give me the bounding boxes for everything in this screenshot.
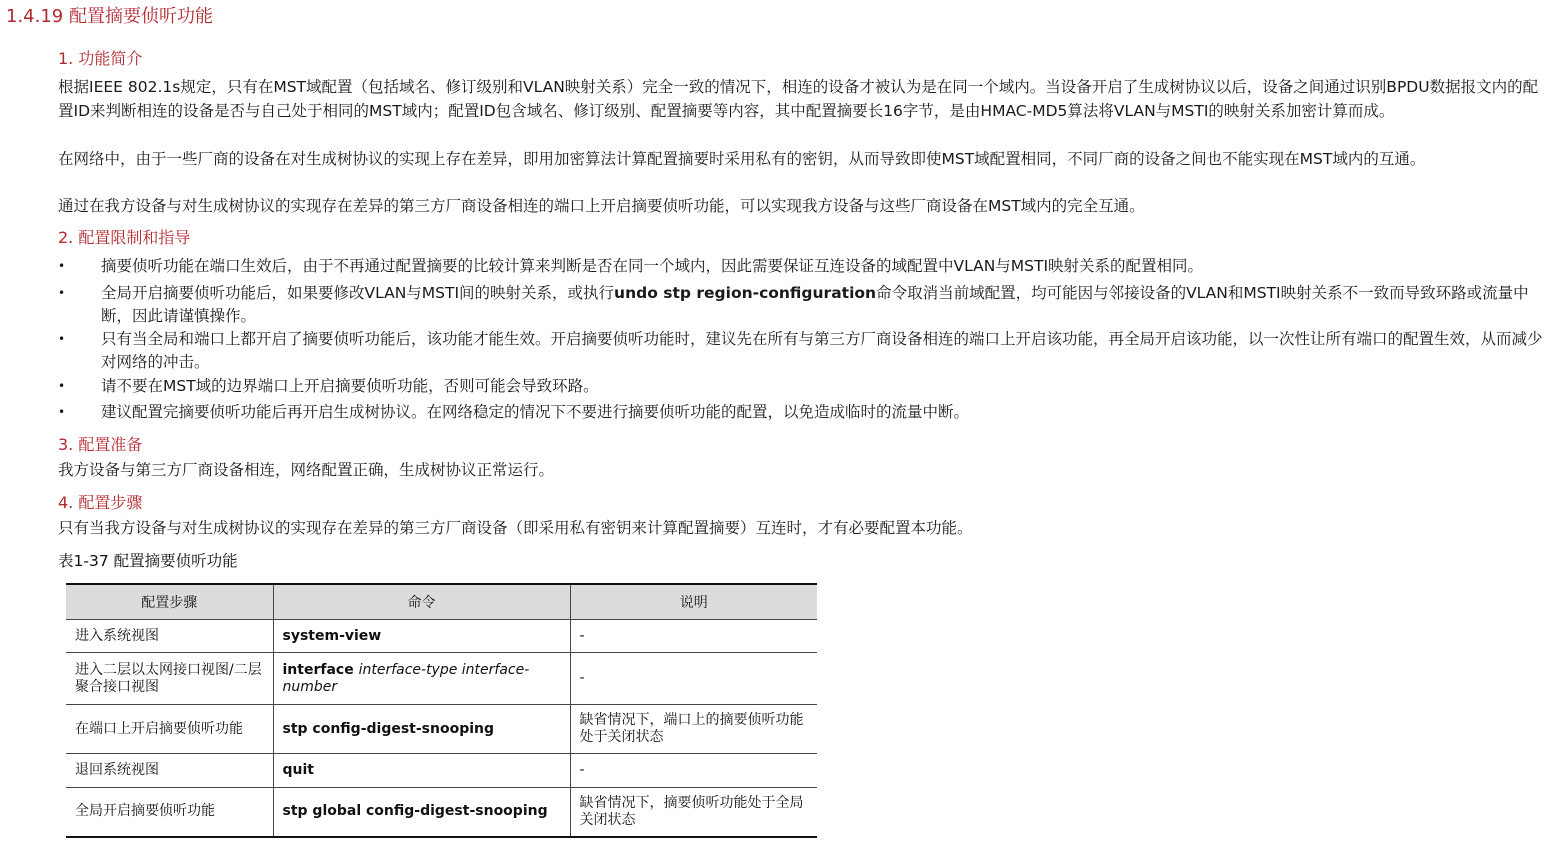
heading-prep: 3. 配置准备 xyxy=(58,435,143,454)
command-keyword: interface xyxy=(282,661,354,678)
command-argument: interface-type interface-number xyxy=(282,661,530,695)
cell-command xyxy=(273,653,570,705)
table-row xyxy=(66,620,817,653)
config-table xyxy=(66,583,817,838)
limit-item-text: 建议配置完摘要侦听功能后再开启生成树协议。在网络稳定的情况下不要进行摘要侦听功能的配置，以免造成临时的流量中断。 xyxy=(101,403,970,421)
command-text: undo stp region-configuration xyxy=(614,284,877,302)
section-title: 1.4.19 配置摘要侦听功能 xyxy=(6,6,213,27)
limit-item-5 xyxy=(58,401,1546,424)
table-caption: 表1-37 配置摘要侦听功能 xyxy=(58,552,238,570)
cell-description: 缺省情况下，端口上的摘要侦听功能处于关闭状态 xyxy=(570,705,817,754)
cell-command: quit xyxy=(273,754,570,788)
cell-step: 退回系统视图 xyxy=(66,754,273,788)
limit-item-4 xyxy=(58,375,1546,398)
cell-description: - xyxy=(570,754,817,788)
bullet-icon: • xyxy=(58,286,66,300)
bullet-icon: • xyxy=(58,259,66,273)
bullet-icon: • xyxy=(58,405,66,419)
limit-item-1 xyxy=(58,255,1546,278)
cell-step: 在端口上开启摘要侦听功能 xyxy=(66,705,273,754)
cell-command: stp config-digest-snooping xyxy=(273,705,570,754)
prep-text: 我方设备与第三方厂商设备相连，网络配置正确，生成树协议正常运行。 xyxy=(58,461,555,479)
column-header-command: 命令 xyxy=(273,584,570,620)
intro-paragraph-1: 根据IEEE 802.1s规定，只有在MST域配置（包括域名、修订级别和VLAN映射关系）完全一致的情况下，相连的设备才被认为是在同一个域内。当设备开启了生成树协议以后，设备之间通过识别BPDU数据报文内的配置ID来判断相连的设备是否与自己处于相同的MST域内；配置ID包含域名、修订级别、配置摘要等内容，其中配置摘要长16字节，是由HMAC-MD5算法将VLAN与MSTI的映射关系加密计算而成。 xyxy=(58,78,1539,120)
steps-text: 只有当我方设备与对生成树协议的实现存在差异的第三方厂商设备（即采用私有密钥来计算配置摘要）互连时，才有必要配置本功能。 xyxy=(58,519,973,537)
limit-item-2 xyxy=(58,282,1546,328)
heading-limits: 2. 配置限制和指导 xyxy=(58,228,191,247)
limit-item-text: 请不要在MST域的边界端口上开启摘要侦听功能，否则可能会导致环路。 xyxy=(101,377,599,395)
intro-paragraph-2: 在网络中，由于一些厂商的设备在对生成树协议的实现上存在差异，即用加密算法计算配置摘要时采用私有的密钥，从而导致即使MST域配置相同，不同厂商的设备之间也不能实现在MST域内的互通。 xyxy=(58,150,1426,168)
column-header-description: 说明 xyxy=(570,584,817,620)
table-row xyxy=(66,754,817,788)
cell-command: system-view xyxy=(273,620,570,653)
cell-step: 全局开启摘要侦听功能 xyxy=(66,788,273,837)
limit-item-text-a: 全局开启摘要侦听功能后，如果要修改VLAN与MSTI间的映射关系，或执行 xyxy=(101,284,615,302)
table-row xyxy=(66,788,817,837)
column-header-step: 配置步骤 xyxy=(66,584,273,620)
cell-step: 进入系统视图 xyxy=(66,620,273,653)
cell-description: - xyxy=(570,620,817,653)
limit-item-text: 只有当全局和端口上都开启了摘要侦听功能后，该功能才能生效。开启摘要侦听功能时，建议先在所有与第三方厂商设备相连的端口上开启该功能，再全局开启该功能，以一次性让所有端口的配置生效，从而减少对网络的冲击。 xyxy=(101,330,1543,371)
table-row xyxy=(66,705,817,754)
bullet-icon: • xyxy=(58,379,66,393)
cell-step: 进入二层以太网接口视图/二层聚合接口视图 xyxy=(66,653,273,705)
limit-item-3 xyxy=(58,328,1546,374)
bullet-icon: • xyxy=(58,332,66,346)
limit-item-text: 摘要侦听功能在端口生效后，由于不再通过配置摘要的比较计算来判断是否在同一个域内，因此需要保证互连设备的域配置中VLAN与MSTI映射关系的配置相同。 xyxy=(101,257,1204,275)
table-header-row xyxy=(66,584,817,620)
heading-intro: 1. 功能简介 xyxy=(58,49,143,68)
intro-paragraph-3: 通过在我方设备与对生成树协议的实现存在差异的第三方厂商设备相连的端口上开启摘要侦听功能，可以实现我方设备与这些厂商设备在MST域内的完全互通。 xyxy=(58,197,1145,215)
cell-description: - xyxy=(570,653,817,705)
limit-item-text xyxy=(101,282,1546,328)
cell-description: 缺省情况下，摘要侦听功能处于全局关闭状态 xyxy=(570,788,817,837)
limit-item-text-b: 命令取消当前域配置，均可能因与邻接设备的VLAN和MSTI映射关系不一致而导致环路或流量中断，因此请谨慎操作。 xyxy=(101,284,1529,325)
cell-command: stp global config-digest-snooping xyxy=(273,788,570,837)
heading-steps: 4. 配置步骤 xyxy=(58,493,143,512)
table-row xyxy=(66,653,817,705)
